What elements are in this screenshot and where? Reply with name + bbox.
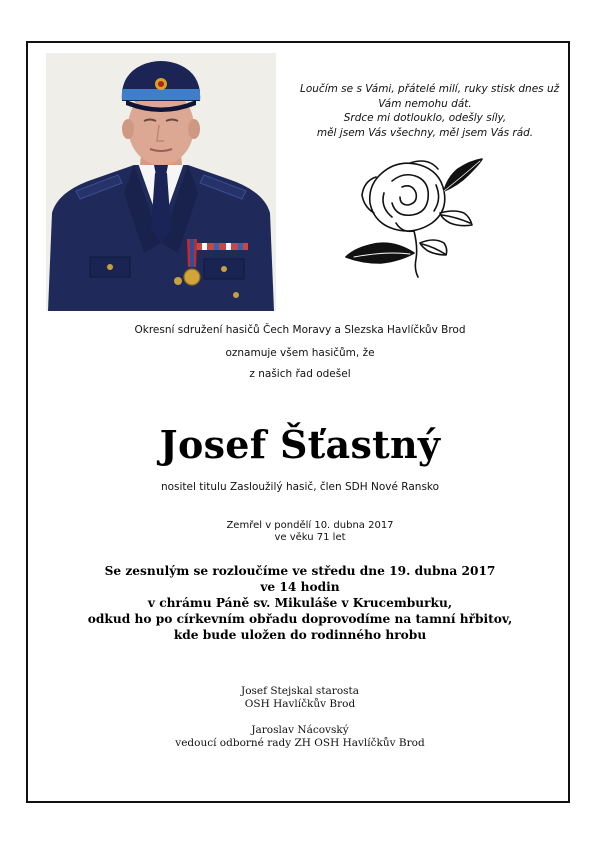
funeral-line: v chrámu Páně sv. Mikuláše v Krucemburku, — [147, 596, 453, 610]
poem-line: Loučím se s Vámi, přátelé milí, ruky stisk dnes už — [300, 83, 560, 95]
poem-line: měl jsem Vás všechny, měl jsem Vás rád. — [316, 126, 534, 139]
funeral-line: Se zesnulým se rozloučíme ve středu dne 19. dubna 2017 — [104, 564, 496, 578]
signature-block-1 — [0, 685, 600, 711]
death-age: ve věku 71 let — [274, 532, 346, 543]
signature-name: Jaroslav Nácovský — [251, 724, 349, 736]
deceased-title: nositel titulu Zasloužilý hasič, člen SDH Nové Ransko — [160, 481, 440, 493]
announcement-line-2: oznamuje všem hasičům, že — [225, 347, 375, 359]
death-date: Zemřel v pondělí 10. dubna 2017 — [226, 520, 394, 531]
signature-role: OSH Havlíčkův Brod — [244, 698, 356, 710]
rose-icon — [340, 155, 485, 280]
funeral-line: ve 14 hodin — [260, 580, 340, 594]
poem-line: Srdce mi dotlouklo, odešly síly, — [343, 112, 507, 124]
farewell-poem — [300, 82, 560, 140]
portrait-photo — [46, 53, 276, 311]
signature-role: vedoucí odborné rady ZH OSH Havlíčkův Brod — [175, 737, 425, 749]
poem-line: Vám nemohu dát. — [378, 97, 472, 110]
signature-block-2 — [0, 724, 600, 750]
funeral-details — [0, 563, 600, 643]
funeral-line: kde bude uložen do rodinného hrobu — [173, 628, 427, 642]
funeral-line: odkud ho po církevním obřadu doprovodíme na tamní hřbitov, — [87, 612, 513, 626]
deceased-name: Josef Šťastný — [159, 422, 441, 467]
death-info — [212, 520, 408, 544]
announcement-organization: Okresní sdružení hasičů Čech Moravy a Slezska Havlíčkův Brod — [134, 324, 466, 336]
announcement-line-3: z našich řad odešel — [249, 368, 351, 380]
signature-name: Josef Stejskal starosta — [240, 685, 360, 697]
